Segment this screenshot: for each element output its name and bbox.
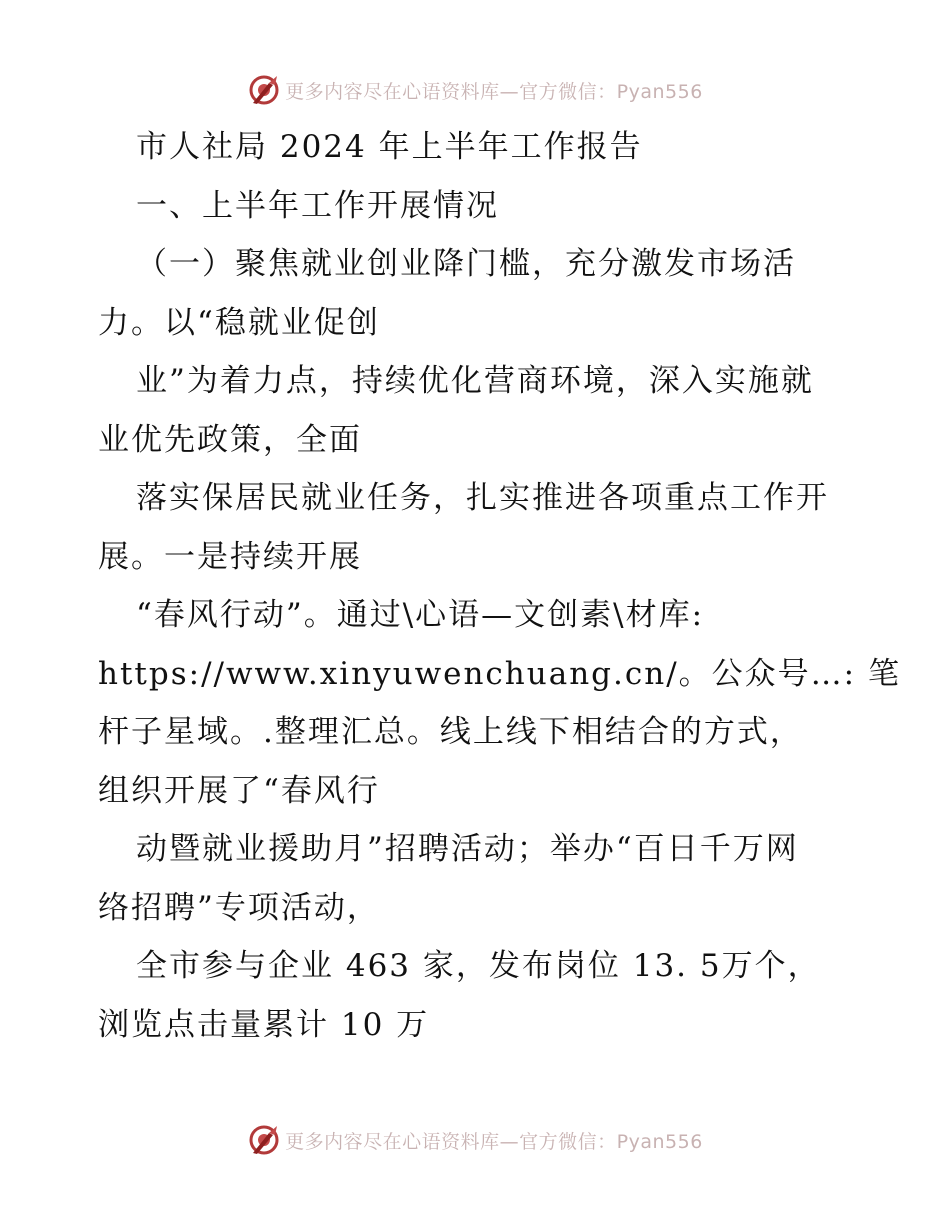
text-line: （一）聚焦就业创业降门槛，充分激发市场活 bbox=[136, 246, 796, 282]
text-line: 落实保居民就业任务，扎实推进各项重点工作开 bbox=[136, 480, 829, 516]
footer-watermark bbox=[0, 1120, 950, 1160]
quill-seal-logo-icon bbox=[247, 73, 281, 107]
text-line: 一、上半年工作开展情况 bbox=[136, 187, 499, 224]
text-line: 力。以“稳就业促创 bbox=[98, 304, 380, 341]
text-line: 络招聘”专项活动， bbox=[98, 889, 380, 926]
text-line: 业优先政策，全面 bbox=[98, 421, 362, 458]
watermark-text: 更多内容尽在心语资料库—官方微信：Pyan556 bbox=[285, 1130, 703, 1153]
quill-seal-logo-icon bbox=[247, 1123, 281, 1157]
text-line: 杆子星域。.整理汇总。线上线下相结合的方式， bbox=[98, 714, 803, 750]
text-line: https://www.xinyuwenchuang.cn/。公众号…: 笔 bbox=[98, 655, 901, 692]
text-line: 业”为着力点，持续优化营商环境，深入实施就 bbox=[136, 363, 814, 399]
document-body bbox=[98, 118, 901, 1054]
text-line: 动暨就业援助月”招聘活动；举办“百日千万网 bbox=[136, 831, 799, 867]
text-line: 组织开展了“春风行 bbox=[98, 772, 380, 809]
header-watermark bbox=[0, 70, 950, 110]
text-line: 展。一是持续开展 bbox=[98, 538, 362, 575]
text-line: 浏览点击量累计 10 万 bbox=[98, 1006, 430, 1043]
watermark-text: 更多内容尽在心语资料库—官方微信：Pyan556 bbox=[285, 80, 703, 103]
text-line: 全市参与企业 463 家，发布岗位 13. 5万个， bbox=[136, 948, 821, 984]
text-line: “春风行动”。通过\心语—文创素\材库: bbox=[136, 597, 705, 633]
text-line: 市人社局 2024 年上半年工作报告 bbox=[136, 129, 643, 165]
